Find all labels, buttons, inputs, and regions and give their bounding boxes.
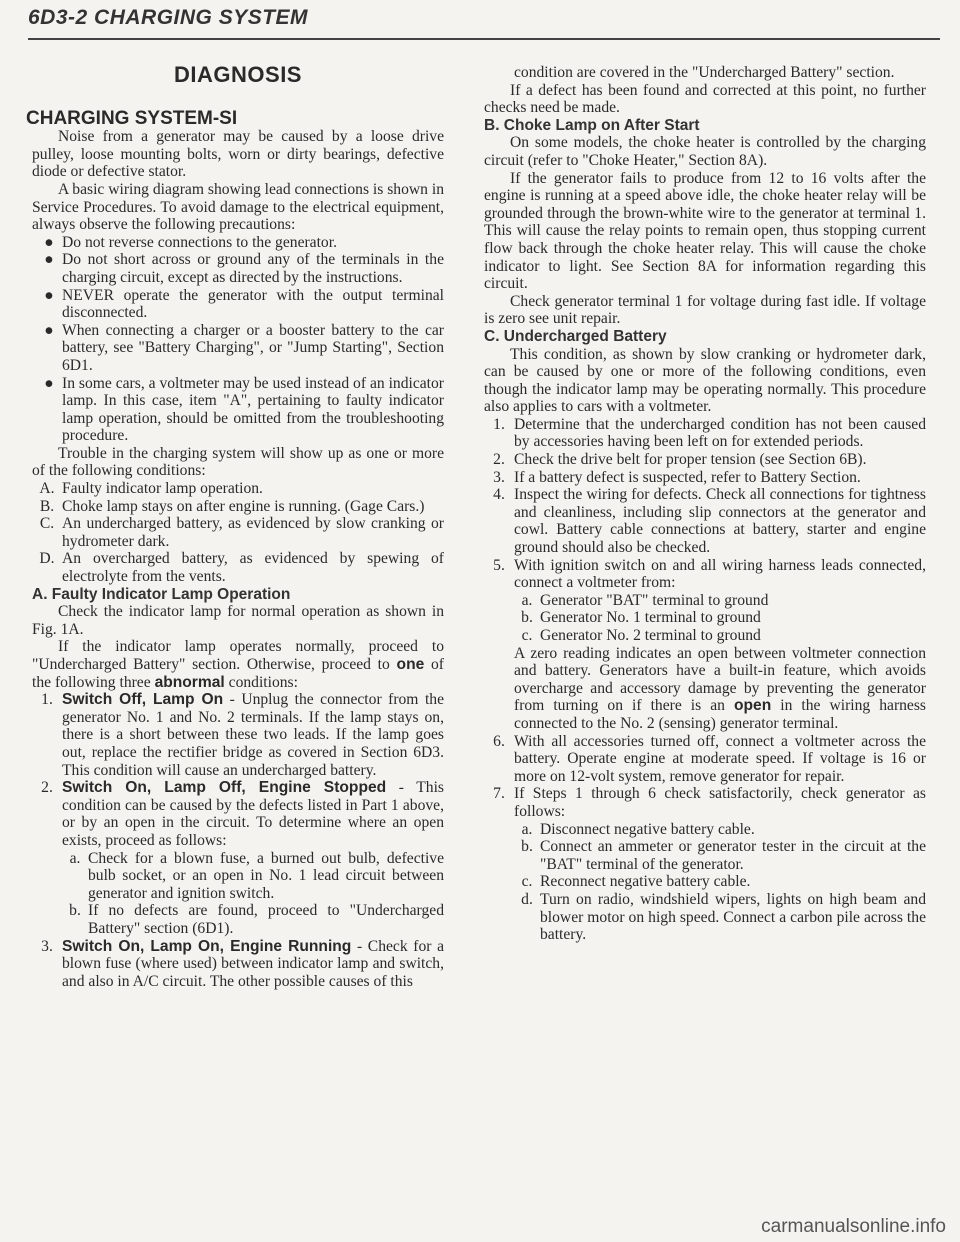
item-text: Connect an ammeter or generator tester in the circuit at the "BAT" terminal of the generator. xyxy=(540,838,926,873)
emphasis: one xyxy=(396,656,425,673)
condition-item xyxy=(32,550,444,585)
item-number: 2. xyxy=(41,779,53,797)
step-item xyxy=(32,691,444,779)
emphasis: open xyxy=(733,697,772,715)
item-number: 1. xyxy=(493,415,505,433)
page-header xyxy=(28,6,940,52)
sub-item xyxy=(32,850,444,903)
check-item xyxy=(484,486,926,556)
item-letter: b. xyxy=(521,609,533,627)
item-text: Turn on radio, windshield wipers, lights on high beam and blower motor on high speed. Connect a carbon pile across the battery. xyxy=(540,890,926,944)
item-text xyxy=(62,691,444,779)
sub-item xyxy=(484,627,926,645)
paragraph: This condition, as shown by slow cranking or hydrometer dark, can be caused by one or more of the following conditions, even though the indicator lamp may be operating normally. This procedure also applies to cars with a voltmeter. xyxy=(484,345,926,416)
step-heading: Switch Off, Lamp On xyxy=(62,691,224,709)
paragraph: Check generator terminal 1 for voltage during fast idle. If voltage is zero see unit repair. xyxy=(484,292,926,328)
condition-item xyxy=(32,498,444,516)
item-number: A. xyxy=(39,480,55,498)
item-text: Reconnect negative battery cable. xyxy=(540,873,751,891)
left-column xyxy=(26,62,444,990)
subsection-heading-c: C. Undercharged Battery xyxy=(484,327,667,345)
sub-item xyxy=(484,873,926,891)
item-text: An undercharged battery, as evidenced by slow cranking or hydrometer dark. xyxy=(62,515,444,550)
paragraph: Noise from a generator may be caused by a loose drive pulley, loose mounting bolts, worn or dirty bearings, defective diode or defective stator. xyxy=(32,128,444,181)
item-number: 4. xyxy=(493,486,505,504)
condition-item xyxy=(32,480,444,498)
item-text: An overcharged battery, as evidenced by spewing of electrolyte from the vents. xyxy=(62,550,444,586)
step-text: - Unplug the connector from the generator No. 1 and No. 2 terminals. If the lamp stays on, there is a short between these two leads. If the lamp goes out, replace the rectifier bridge as covered in Section 6D3. This condition will cause an undercharged battery. xyxy=(62,691,444,779)
step-item xyxy=(32,779,444,849)
running-title: 6D3-2 CHARGING SYSTEM xyxy=(28,6,309,29)
check-item xyxy=(484,451,926,469)
step-heading: Switch On, Lamp On, Engine Running xyxy=(62,937,352,955)
step-item xyxy=(32,938,444,991)
item-number: 6. xyxy=(493,732,505,750)
item-text: Disconnect negative battery cable. xyxy=(540,820,755,838)
item-text: If no defects are found, proceed to "Undercharged Battery" section (6D1). xyxy=(88,902,444,937)
check-item xyxy=(484,469,926,487)
item-text: With all accessories turned off, connect a voltmeter across the battery. Operate engine at moderate speed. If voltage is 16 or more on 12-volt system, remove generator for repair. xyxy=(514,732,926,785)
item-text: Generator No. 2 terminal to ground xyxy=(540,627,761,644)
emphasis: abnormal xyxy=(154,673,225,691)
item-letter: b. xyxy=(521,838,533,856)
item-text: Inspect the wiring for defects. Check all connections for tightness and cleanliness, including slip connectors at the generator and cowl. Battery cable connections at battery, starter and engine ground should also be checked. xyxy=(514,486,926,557)
bullet-icon: ● xyxy=(44,374,54,392)
paragraph: If a defect has been found and corrected at this point, no further checks need be made. xyxy=(484,81,926,117)
bullet-item xyxy=(32,287,444,322)
condition-item xyxy=(32,515,444,550)
item-number: 3. xyxy=(493,468,505,486)
text-run: If the indicator lamp operates normally, proceed to "Undercharged Battery" section. Otherwise, proceed to xyxy=(32,638,444,673)
watermark: carmanualsonline.info xyxy=(761,1216,946,1237)
item-text: With ignition switch on and all wiring harness leads connected, connect a voltmeter from: xyxy=(514,556,926,592)
bullet-item xyxy=(32,375,444,445)
item-text: Choke lamp stays on after engine is running. (Gage Cars.) xyxy=(62,497,425,515)
diagnosis-title: DIAGNOSIS xyxy=(174,62,302,87)
bullet-text: Do not reverse connections to the generator. xyxy=(62,233,337,251)
item-letter: c. xyxy=(521,627,533,644)
paragraph: If the generator fails to produce from 12 to 16 volts after the engine is running at a speed above idle, the choke heater relay will be grounded through the brown-white wire to the generator at terminal 1. This will cause the relay points to remain open, thus stopping current flow back through the choke heater relay. This will cause the choke indicator to light. See Section 8A for information regarding this circuit. xyxy=(484,169,926,293)
check-item xyxy=(484,557,926,592)
text-run: A zero reading indicates an open between voltmeter connection and battery. Generators have a built-in feature, which avoids overcharge and accessory damage by preventing the generator from turning on if there is an xyxy=(514,644,926,715)
sub-item xyxy=(32,902,444,937)
bullet-icon: ● xyxy=(44,233,54,251)
bullet-item xyxy=(32,322,444,375)
item-number: 5. xyxy=(493,556,505,574)
item-text: Generator No. 1 terminal to ground xyxy=(540,609,761,627)
paragraph: On some models, the choke heater is controlled by the charging circuit (refer to "Choke Heater," Section 8A). xyxy=(484,134,926,169)
item-letter: d. xyxy=(521,890,533,908)
bullet-item xyxy=(32,251,444,286)
bullet-text: When connecting a charger or a booster battery to the car battery, see "Battery Charging", or "Jump Starting", Section 6D1. xyxy=(62,321,444,374)
paragraph: A basic wiring diagram showing lead connections is shown in Service Procedures. To avoid damage to the electrical equipment, always observe the following precautions: xyxy=(32,180,444,234)
sub-item xyxy=(484,609,926,627)
item-note xyxy=(484,645,926,733)
step-text: - This condition can be caused by the defects listed in Part 1 above, or by an open in the circuit. To determine where an open exists, proceed as follows: xyxy=(62,779,444,849)
bullet-text: NEVER operate the generator with the output terminal disconnected. xyxy=(62,286,444,322)
item-letter: c. xyxy=(521,873,533,891)
item-letter: a. xyxy=(521,820,533,838)
subsection-heading-a: A. Faulty Indicator Lamp Operation xyxy=(32,585,291,603)
check-item xyxy=(484,733,926,786)
paragraph xyxy=(514,645,926,733)
item-number: D. xyxy=(39,550,55,568)
sub-item xyxy=(484,592,926,610)
item-letter: b. xyxy=(69,902,81,920)
item-text: If a battery defect is suspected, refer to Battery Section. xyxy=(514,468,861,486)
item-number: 1. xyxy=(41,691,53,709)
bullet-text: In some cars, a voltmeter may be used instead of an indicator lamp. In this case, item "A", pertaining to faulty indicator lamp operation, should be omitted from the troubleshooting procedure. xyxy=(62,374,444,445)
paragraph xyxy=(32,638,444,691)
item-text xyxy=(62,938,444,991)
sub-item xyxy=(484,821,926,839)
sub-item xyxy=(484,891,926,944)
bullet-item xyxy=(32,234,444,252)
paragraph: Check the indicator lamp for normal operation as shown in Fig. 1A. xyxy=(32,603,444,638)
right-column xyxy=(484,64,926,944)
item-text xyxy=(62,779,444,849)
item-text: Faulty indicator lamp operation. xyxy=(62,480,263,498)
item-number: C. xyxy=(39,515,55,533)
subsection-heading-b: B. Choke Lamp on After Start xyxy=(484,116,700,134)
item-text: Check for a blown fuse, a burned out bulb, defective bulb socket, or an open in No. 1 lead circuit between generator and ignition switch. xyxy=(88,849,444,902)
bullet-icon: ● xyxy=(44,251,54,269)
bullet-icon: ● xyxy=(44,321,54,339)
bullet-text: Do not short across or ground any of the terminals in the charging circuit, except as directed by the instructions. xyxy=(62,251,444,286)
text-run: of the following three xyxy=(32,656,444,691)
bullet-icon: ● xyxy=(44,286,54,304)
paragraph: Trouble in the charging system will show up as one or more of the following conditions: xyxy=(32,444,444,480)
item-number: 3. xyxy=(41,937,53,955)
text-run: conditions: xyxy=(224,673,298,691)
item-text: Generator "BAT" terminal to ground xyxy=(540,591,769,609)
item-letter: a. xyxy=(521,591,533,609)
check-item xyxy=(484,416,926,451)
item-number: 2. xyxy=(493,451,505,469)
section-heading: CHARGING SYSTEM-SI xyxy=(26,107,238,129)
header-rule xyxy=(28,38,940,40)
paragraph: condition are covered in the "Undercharged Battery" section. xyxy=(514,64,895,81)
check-item xyxy=(484,785,926,820)
item-text: If Steps 1 through 6 check satisfactorily, check generator as follows: xyxy=(514,785,926,820)
item-letter: a. xyxy=(69,849,81,867)
step-text: - Check for a blown fuse (where used) between indicator lamp and switch, and also in A/C circuit. The other possible causes of this xyxy=(62,937,444,990)
text-run: in the wiring harness connected to the No. 2 (sensing) generator terminal. xyxy=(514,697,926,732)
item-number: B. xyxy=(39,497,55,515)
step-heading: Switch On, Lamp Off, Engine Stopped xyxy=(62,779,387,797)
item-text: Check the drive belt for proper tension (see Section 6B). xyxy=(514,451,867,469)
item-number: 7. xyxy=(493,785,505,803)
sub-item xyxy=(484,838,926,873)
item-text: Determine that the undercharged condition has not been caused by accessories having been left on for extended periods. xyxy=(514,415,926,451)
continued-text xyxy=(484,64,926,82)
